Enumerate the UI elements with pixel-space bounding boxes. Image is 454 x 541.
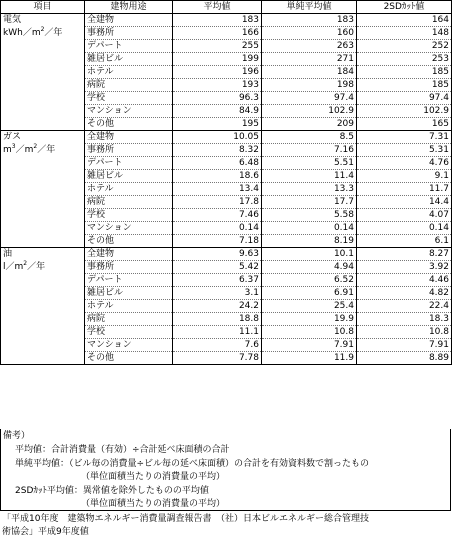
2sd-cut-cell: 102.9 (357, 105, 452, 118)
average-cell: 9.63 (173, 248, 262, 261)
simple-average-cell: 8.5 (262, 131, 357, 144)
average-cell: 255 (173, 40, 262, 53)
2sd-cut-cell: 10.8 (357, 326, 452, 339)
header-simple-average: 単純平均値 (262, 1, 357, 14)
unit-part: ／年 (27, 262, 46, 272)
simple-average-cell: 10.1 (262, 248, 357, 261)
2sd-cut-cell: 97.4 (357, 92, 452, 105)
usage-cell: 雑居ビル (85, 170, 173, 183)
2sd-cut-cell: 22.4 (357, 300, 452, 313)
usage-cell: デパート (85, 157, 173, 170)
2sd-cut-cell: 148 (357, 27, 452, 40)
average-cell: 183 (173, 14, 262, 27)
simple-average-cell: 7.91 (262, 339, 357, 352)
usage-cell: 学校 (85, 326, 173, 339)
usage-cell: 学校 (85, 92, 173, 105)
unit-part: ／m (15, 145, 34, 155)
average-cell: 18.6 (173, 170, 262, 183)
usage-cell: ホテル (85, 183, 173, 196)
usage-cell: 全建物 (85, 14, 173, 27)
usage-cell: その他 (85, 235, 173, 248)
average-cell: 17.8 (173, 196, 262, 209)
2sd-cut-cell: 252 (357, 40, 452, 53)
2sd-cut-cell: 253 (357, 53, 452, 66)
simple-average-cell: 263 (262, 40, 357, 53)
table-row (1, 131, 452, 144)
2sd-cut-cell: 8.27 (357, 248, 452, 261)
simple-average-cell: 11.4 (262, 170, 357, 183)
average-cell: 96.3 (173, 92, 262, 105)
simple-average-cell: 7.16 (262, 144, 357, 157)
unit-part: 2 (23, 260, 28, 267)
usage-cell: 事務所 (85, 144, 173, 157)
usage-cell: 事務所 (85, 27, 173, 40)
average-cell: 193 (173, 79, 262, 92)
note-2sd-cut-sub: （単位面積当たりの消費量の平均） (81, 499, 226, 509)
average-cell: 0.14 (173, 222, 262, 235)
note-2sd-cut: 2SDｶｯﾄ平均値：異常値を除外したものの平均値 (15, 486, 209, 496)
usage-cell: 事務所 (85, 261, 173, 274)
average-cell: 18.8 (173, 313, 262, 326)
average-cell: 11.1 (173, 326, 262, 339)
simple-average-cell: 209 (262, 118, 357, 131)
2sd-cut-cell: 185 (357, 66, 452, 79)
usage-cell: 雑居ビル (85, 53, 173, 66)
simple-average-cell: 0.14 (262, 222, 357, 235)
source-footer (2, 513, 369, 539)
unit-part: 2 (33, 143, 38, 150)
note-average: 平均値：合計消費量（有効）÷合計延べ床面積の合計 (15, 445, 230, 455)
average-cell: 7.78 (173, 352, 262, 365)
average-cell: 13.4 (173, 183, 262, 196)
2sd-cut-cell: 7.91 (357, 339, 452, 352)
2sd-cut-cell: 18.3 (357, 313, 452, 326)
usage-cell: 病院 (85, 79, 173, 92)
simple-average-cell: 4.94 (262, 261, 357, 274)
simple-average-cell: 13.3 (262, 183, 357, 196)
2sd-cut-cell: 5.31 (357, 144, 452, 157)
category-name: 油 (3, 249, 13, 259)
usage-cell: ホテル (85, 66, 173, 79)
simple-average-cell: 8.19 (262, 235, 357, 248)
average-cell: 6.37 (173, 274, 262, 287)
usage-cell: マンション (85, 105, 173, 118)
2sd-cut-cell: 3.92 (357, 261, 452, 274)
average-cell: 3.1 (173, 287, 262, 300)
footer-line-1: 「平成10年度 建築物エネルギー消費量調査報告書 （社）日本ビルエネルギー総合管理技 (2, 514, 369, 524)
category-name: 電気 (3, 15, 22, 25)
simple-average-cell: 102.9 (262, 105, 357, 118)
header-2sd-cut: 2SDｶｯﾄ値 (357, 1, 452, 14)
header-average: 平均値 (173, 1, 262, 14)
average-cell: 196 (173, 66, 262, 79)
simple-average-cell: 5.58 (262, 209, 357, 222)
unit-part: kWh／m (3, 28, 41, 38)
average-cell: 8.32 (173, 144, 262, 157)
header-item: 項目 (1, 1, 85, 14)
simple-average-cell: 25.4 (262, 300, 357, 313)
simple-average-cell: 19.9 (262, 313, 357, 326)
simple-average-cell: 271 (262, 53, 357, 66)
footer-line-2: 術協会」平成9年度値 (2, 527, 89, 537)
note-simple-average-sub: （単位面積当たりの消費量の平均） (81, 472, 226, 482)
2sd-cut-cell: 0.14 (357, 222, 452, 235)
average-cell: 6.48 (173, 157, 262, 170)
2sd-cut-cell: 4.07 (357, 209, 452, 222)
2sd-cut-cell: 185 (357, 79, 452, 92)
category-label (1, 131, 85, 248)
simple-average-cell: 183 (262, 14, 357, 27)
average-cell: 24.2 (173, 300, 262, 313)
usage-cell: その他 (85, 118, 173, 131)
2sd-cut-cell: 4.46 (357, 274, 452, 287)
average-cell: 7.6 (173, 339, 262, 352)
notes-title: 備考） (3, 431, 31, 441)
usage-cell: デパート (85, 274, 173, 287)
average-cell: 7.46 (173, 209, 262, 222)
notes-box (0, 429, 451, 511)
average-cell: 199 (173, 53, 262, 66)
category-label (1, 248, 85, 365)
average-cell: 166 (173, 27, 262, 40)
simple-average-cell: 160 (262, 27, 357, 40)
unit-part: 2 (40, 26, 45, 33)
unit-part: 3 (11, 143, 16, 150)
average-cell: 7.18 (173, 235, 262, 248)
2sd-cut-cell: 9.1 (357, 170, 452, 183)
2sd-cut-cell: 8.89 (357, 352, 452, 365)
unit-part: l／m (3, 262, 24, 272)
average-cell: 195 (173, 118, 262, 131)
usage-cell: 雑居ビル (85, 287, 173, 300)
header-usage: 建物用途 (85, 1, 173, 14)
usage-cell: 全建物 (85, 131, 173, 144)
2sd-cut-cell: 4.82 (357, 287, 452, 300)
2sd-cut-cell: 4.76 (357, 157, 452, 170)
category-unit (3, 144, 82, 157)
simple-average-cell: 6.52 (262, 274, 357, 287)
2sd-cut-cell: 11.7 (357, 183, 452, 196)
usage-cell: その他 (85, 352, 173, 365)
category-unit (3, 27, 82, 40)
header-row (1, 1, 452, 14)
usage-cell: 病院 (85, 196, 173, 209)
table-row (1, 14, 452, 27)
unit-part: ／年 (44, 28, 63, 38)
usage-cell: 全建物 (85, 248, 173, 261)
table-row (1, 248, 452, 261)
simple-average-cell: 97.4 (262, 92, 357, 105)
simple-average-cell: 5.51 (262, 157, 357, 170)
2sd-cut-cell: 164 (357, 14, 452, 27)
usage-cell: 病院 (85, 313, 173, 326)
usage-cell: マンション (85, 339, 173, 352)
category-unit (3, 261, 82, 274)
usage-cell: ホテル (85, 300, 173, 313)
2sd-cut-cell: 7.31 (357, 131, 452, 144)
2sd-cut-cell: 6.1 (357, 235, 452, 248)
usage-cell: 学校 (85, 209, 173, 222)
usage-cell: デパート (85, 40, 173, 53)
simple-average-cell: 11.9 (262, 352, 357, 365)
simple-average-cell: 198 (262, 79, 357, 92)
2sd-cut-cell: 14.4 (357, 196, 452, 209)
average-cell: 10.05 (173, 131, 262, 144)
simple-average-cell: 184 (262, 66, 357, 79)
category-name: ガス (3, 132, 22, 142)
note-simple-average: 単純平均値：（ビル毎の消費量÷ビル毎の延べ床面積）の合計を有効資料数で割ったもの (15, 459, 370, 469)
unit-part: ／年 (37, 145, 56, 155)
unit-part: m (3, 145, 12, 155)
simple-average-cell: 17.7 (262, 196, 357, 209)
2sd-cut-cell: 165 (357, 118, 452, 131)
category-label (1, 14, 85, 131)
usage-cell: マンション (85, 222, 173, 235)
average-cell: 5.42 (173, 261, 262, 274)
simple-average-cell: 10.8 (262, 326, 357, 339)
average-cell: 84.9 (173, 105, 262, 118)
simple-average-cell: 6.91 (262, 287, 357, 300)
